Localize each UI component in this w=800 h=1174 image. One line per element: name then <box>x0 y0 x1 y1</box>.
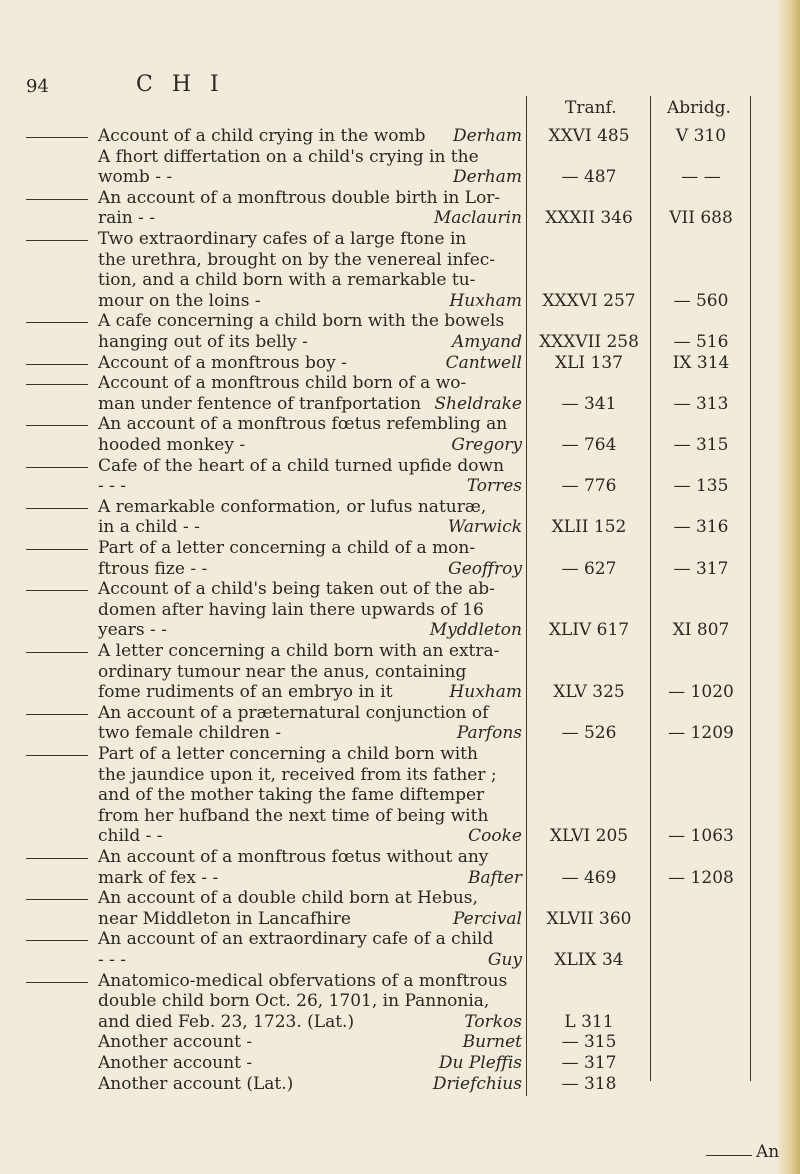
column-heading-abridg: Abridg. <box>667 98 731 118</box>
entry-dash <box>26 755 88 756</box>
entry-line <box>98 435 522 455</box>
entry-line <box>98 600 522 620</box>
ref-abridg: V 310 <box>675 126 727 146</box>
entry-dash <box>26 137 88 138</box>
entry-author: Maclaurin <box>433 208 522 229</box>
entry-dash <box>26 199 88 200</box>
entry-text: ftrous fize - - <box>98 558 208 579</box>
entry-text: Anatomico-medical obfervations of a monftrous <box>98 970 508 991</box>
entry-line <box>98 785 522 805</box>
entry-text: An account of a double child born at Hebus, <box>98 888 478 909</box>
entry-text: two female children - <box>98 723 282 744</box>
entry-text: Account of a monftrous child born of a wo- <box>98 373 467 394</box>
entry-dash <box>26 364 88 365</box>
ref-abridg: — 313 <box>673 393 729 414</box>
entry-line <box>98 826 522 846</box>
closing-dash <box>706 1155 752 1156</box>
entry-dash <box>26 508 88 509</box>
entry-author: Huxham <box>449 290 522 311</box>
entry-text: A remarkable conformation, or lufus naturæ, <box>98 496 487 517</box>
entry-dash <box>26 549 88 550</box>
running-head: C H I <box>136 72 225 97</box>
entry-line <box>98 806 522 826</box>
entry-text: Account of a child's being taken out of the ab- <box>98 579 495 600</box>
ref-tranf: — 627 <box>561 558 617 579</box>
column-rule <box>750 96 751 1081</box>
entry-dash <box>26 467 88 468</box>
entry-text: Cafe of the heart of a child turned upfide down <box>98 455 505 476</box>
entry-line <box>98 188 522 208</box>
entry-line <box>98 662 522 682</box>
ref-tranf: XXXII 346 <box>545 208 633 229</box>
entry-dash <box>26 425 88 426</box>
entry-author: Geoffroy <box>448 558 522 579</box>
entry-line <box>98 373 522 393</box>
entry-text: An account of a monftrous fœtus refembling an <box>98 414 508 435</box>
entry-text: fome rudiments of an embryo in it <box>98 682 393 703</box>
entry-line <box>98 929 522 949</box>
entry-line <box>98 414 522 434</box>
column-rule <box>526 96 527 1096</box>
entry-dash <box>26 858 88 859</box>
ref-abridg: — 1020 <box>668 682 734 703</box>
entry-line <box>98 847 522 867</box>
ref-tranf: XLVI 205 <box>549 826 629 847</box>
entry-author: Derham <box>452 126 522 146</box>
entry-line <box>98 868 522 888</box>
ref-abridg: — 316 <box>673 517 729 538</box>
entry-text: A cafe concerning a child born with the bowels <box>98 311 505 332</box>
entry-text: rain - - <box>98 208 155 229</box>
entry-line <box>98 394 522 414</box>
entry-text: - - - <box>98 476 127 497</box>
entry-text: An account of a monftrous double birth in Lor- <box>98 187 501 208</box>
entry-text: Another account - <box>98 1053 253 1073</box>
entry-text: and died Feb. 23, 1723. (Lat.) <box>98 1011 355 1032</box>
ref-abridg: — 560 <box>673 290 729 311</box>
entry-line <box>98 888 522 908</box>
column-rule <box>650 96 651 1081</box>
ref-abridg: — 1209 <box>668 723 734 744</box>
entry-dash <box>26 384 88 385</box>
entry-author: Guy <box>487 949 522 970</box>
ref-tranf: — 318 <box>561 1073 617 1094</box>
entry-text: An account of an extraordinary cafe of a child <box>98 929 494 950</box>
entry-text: and of the mother taking the fame diftemper <box>98 785 485 806</box>
entry-line <box>98 682 522 702</box>
ref-abridg: — 317 <box>673 558 729 579</box>
ref-tranf: XLII 152 <box>551 517 627 538</box>
entry-line <box>98 332 522 352</box>
entry-text: tion, and a child born with a remarkable tu- <box>98 270 476 291</box>
entry-line <box>98 250 522 270</box>
ref-tranf: XLV 325 <box>553 682 625 703</box>
entry-dash <box>26 322 88 323</box>
ref-abridg: IX 314 <box>672 352 730 373</box>
entry-line <box>98 723 522 743</box>
entry-text: the jaundice upon it, received from its father ; <box>98 764 497 785</box>
entry-author: Cooke <box>468 826 522 847</box>
entry-line <box>98 538 522 558</box>
ref-abridg: VII 688 <box>669 208 733 229</box>
entry-text: mour on the loins - <box>98 290 261 311</box>
ref-tranf: XLIX 34 <box>554 949 624 970</box>
entry-author: Amyand <box>452 331 522 352</box>
entry-line <box>98 641 522 661</box>
ref-tranf: — 317 <box>561 1053 617 1073</box>
ref-abridg: — 1208 <box>668 867 734 888</box>
ref-tranf: — 776 <box>561 476 617 497</box>
entry-line <box>98 229 522 249</box>
entry-text: An account of a præternatural conjunction of <box>98 702 489 723</box>
entry-line <box>98 1074 522 1094</box>
ref-tranf: XLI 137 <box>555 352 623 373</box>
ref-tranf: — 469 <box>561 867 617 888</box>
entry-text: from her hufband the next time of being with <box>98 805 489 826</box>
entry-dash <box>26 940 88 941</box>
entry-text: A letter concerning a child born with an extra- <box>98 641 500 661</box>
entry-author: Derham <box>452 167 522 188</box>
entry-line <box>98 167 522 187</box>
entry-author: Bafter <box>468 867 522 888</box>
entry-author: Percival <box>453 908 522 929</box>
entry-text: womb - - <box>98 167 173 188</box>
entry-author: Huxham <box>449 682 522 703</box>
entry-line <box>98 147 522 167</box>
entry-text: man under fentence of tranfportation <box>98 393 422 414</box>
entry-line <box>98 476 522 496</box>
entry-line <box>98 126 522 146</box>
entry-text: An account of a monftrous fœtus without any <box>98 847 489 867</box>
ref-tranf: L 311 <box>564 1011 614 1032</box>
entry-text: the urethra, brought on by the venereal infec- <box>98 249 496 270</box>
entry-author: Du Pleffis <box>438 1053 522 1073</box>
entry-text: Part of a letter concerning a child of a mon- <box>98 538 476 558</box>
entry-line <box>98 353 522 373</box>
ref-abridg: — 1063 <box>668 826 734 847</box>
page-edge <box>778 0 800 1174</box>
entry-author: Torres <box>466 476 522 497</box>
entry-text: double child born Oct. 26, 1701, in Pannonia, <box>98 991 490 1012</box>
entry-line <box>98 703 522 723</box>
entry-text: in a child - - <box>98 517 200 538</box>
entry-line <box>98 559 522 579</box>
ref-tranf: XLVII 360 <box>546 908 632 929</box>
entry-author: Burnet <box>462 1032 522 1053</box>
entry-line <box>98 1012 522 1032</box>
entry-author: Gregory <box>451 434 522 455</box>
entry-author: Torkos <box>464 1011 522 1032</box>
ref-tranf: — 341 <box>561 393 617 414</box>
entry-text: years - - <box>98 620 167 641</box>
entry-line <box>98 909 522 929</box>
entry-text: mark of fex - - <box>98 867 219 888</box>
ref-tranf: — 487 <box>561 167 617 188</box>
entry-line <box>98 971 522 991</box>
entry-author: Warwick <box>447 517 522 538</box>
entry-text: Two extraordinary cafes of a large ftone in <box>98 229 467 249</box>
entry-text: child - - <box>98 826 163 847</box>
entry-text: Account of a monftrous boy - <box>98 352 347 373</box>
entry-line <box>98 744 522 764</box>
entry-dash <box>26 714 88 715</box>
ref-abridg: — 315 <box>673 434 729 455</box>
entry-author: Parfons <box>456 723 522 744</box>
ref-tranf: — 526 <box>561 723 617 744</box>
entry-text: Another account (Lat.) <box>98 1073 294 1094</box>
entry-line <box>98 991 522 1011</box>
entry-dash <box>26 590 88 591</box>
ref-tranf: — 764 <box>561 434 617 455</box>
catchword: An <box>756 1142 780 1162</box>
entry-text: A fhort differtation on a child's crying in the <box>98 146 479 167</box>
entry-text: ordinary tumour near the anus, containing <box>98 661 467 682</box>
entry-line <box>98 311 522 331</box>
column-heading-tranf: Tranf. <box>565 98 617 118</box>
entry-line <box>98 579 522 599</box>
entry-line <box>98 1053 522 1073</box>
entry-text: hooded monkey - <box>98 434 246 455</box>
entry-text: Account of a child crying in the womb <box>98 126 426 146</box>
entry-dash <box>26 240 88 241</box>
ref-abridg: — 516 <box>673 331 729 352</box>
ref-tranf: XLIV 617 <box>548 620 630 641</box>
entry-text: Part of a letter concerning a child born with <box>98 744 478 764</box>
page-number: 94 <box>26 76 49 97</box>
entry-line <box>98 270 522 290</box>
entry-author: Driefchius <box>432 1073 522 1094</box>
entry-line <box>98 1032 522 1052</box>
entry-text: domen after having lain there upwards of 16 <box>98 599 484 620</box>
entry-author: Sheldrake <box>434 393 522 414</box>
ref-tranf: — 315 <box>561 1032 617 1053</box>
entry-dash <box>26 899 88 900</box>
ref-tranf: XXVI 485 <box>548 126 630 146</box>
entry-text: near Middleton in Lancafhire <box>98 908 351 929</box>
entry-dash <box>26 652 88 653</box>
ref-abridg: — 135 <box>673 476 729 497</box>
ref-tranf: XXXVII 258 <box>539 331 639 352</box>
ref-tranf: XXXVI 257 <box>542 290 636 311</box>
ref-abridg: XI 807 <box>672 620 730 641</box>
entry-line <box>98 517 522 537</box>
entry-line <box>98 456 522 476</box>
entry-text: Another account - <box>98 1032 253 1053</box>
entry-author: Cantwell <box>445 352 522 373</box>
entry-line <box>98 620 522 640</box>
entry-line <box>98 950 522 970</box>
ref-abridg: — — <box>681 167 721 188</box>
entry-author: Myddleton <box>429 620 522 641</box>
entry-line <box>98 765 522 785</box>
entry-line <box>98 208 522 228</box>
entry-line <box>98 291 522 311</box>
entry-line <box>98 497 522 517</box>
entry-text: - - - <box>98 949 127 970</box>
entry-text: hanging out of its belly - <box>98 331 308 352</box>
entry-dash <box>26 982 88 983</box>
